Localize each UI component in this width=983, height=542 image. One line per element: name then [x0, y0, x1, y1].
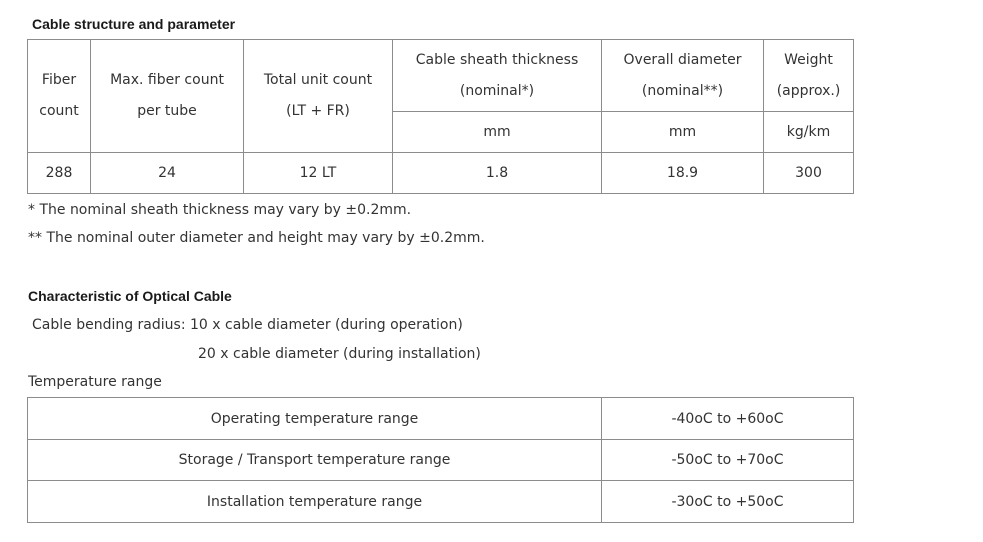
bending-radius-installation: 20 x cable diameter (during installation)	[198, 346, 481, 362]
cell-diameter: 18.9	[602, 153, 764, 194]
header-overall-diameter	[602, 40, 764, 112]
cell-total-unit: 12 LT	[244, 153, 393, 194]
header-fiber-count-line1: Fiber	[41, 72, 77, 88]
table-row	[28, 153, 854, 194]
header-sheath-line2: (nominal*)	[459, 82, 535, 99]
header-total-unit-count	[244, 40, 393, 153]
header-weight-line1: Weight	[784, 51, 833, 68]
header-weight-line2: (approx.)	[776, 82, 841, 99]
cell-max-fiber: 24	[91, 153, 244, 194]
bending-radius-operation: Cable bending radius: 10 x cable diameter (during operation)	[32, 317, 463, 333]
note-outer-diameter: ** The nominal outer diameter and height may vary by ±0.2mm.	[28, 230, 485, 246]
header-diameter-line2: (nominal**)	[641, 82, 724, 99]
temp-label-storage: Storage / Transport temperature range	[28, 440, 602, 481]
note-sheath-thickness: * The nominal sheath thickness may vary by ±0.2mm.	[28, 202, 412, 218]
header-diameter-line1: Overall diameter	[623, 51, 742, 68]
temp-label-installation: Installation temperature range	[28, 481, 602, 523]
header-fiber-count-line2: count	[39, 103, 79, 119]
cell-fiber-count: 288	[28, 153, 91, 194]
temperature-range-label: Temperature range	[28, 374, 162, 390]
temp-value-operating: -40oC to +60oC	[602, 398, 854, 440]
header-max-fiber-line2: per tube	[137, 103, 197, 119]
temp-label-operating: Operating temperature range	[28, 398, 602, 440]
header-total-unit-line1: Total unit count	[263, 72, 373, 88]
header-max-fiber-line1: Max. fiber count	[110, 72, 224, 88]
table-row	[28, 398, 854, 440]
unit-sheath: mm	[393, 112, 602, 153]
header-fiber-count	[28, 40, 91, 153]
header-weight	[764, 40, 854, 112]
temperature-table	[27, 397, 854, 523]
header-sheath-thickness	[393, 40, 602, 112]
header-max-fiber-count	[91, 40, 244, 153]
unit-diameter: mm	[602, 112, 764, 153]
cable-parameter-table	[27, 39, 854, 194]
unit-weight: kg/km	[764, 112, 854, 153]
section-title-cable-structure: Cable structure and parameter	[32, 16, 236, 32]
header-sheath-line1: Cable sheath thickness	[415, 51, 579, 68]
table-row	[28, 481, 854, 523]
section-title-characteristic: Characteristic of Optical Cable	[28, 288, 232, 304]
cell-sheath: 1.8	[393, 153, 602, 194]
table-row	[28, 440, 854, 481]
temp-value-installation: -30oC to +50oC	[602, 481, 854, 523]
header-total-unit-line2: (LT + FR)	[286, 103, 350, 119]
cell-weight: 300	[764, 153, 854, 194]
temp-value-storage: -50oC to +70oC	[602, 440, 854, 481]
